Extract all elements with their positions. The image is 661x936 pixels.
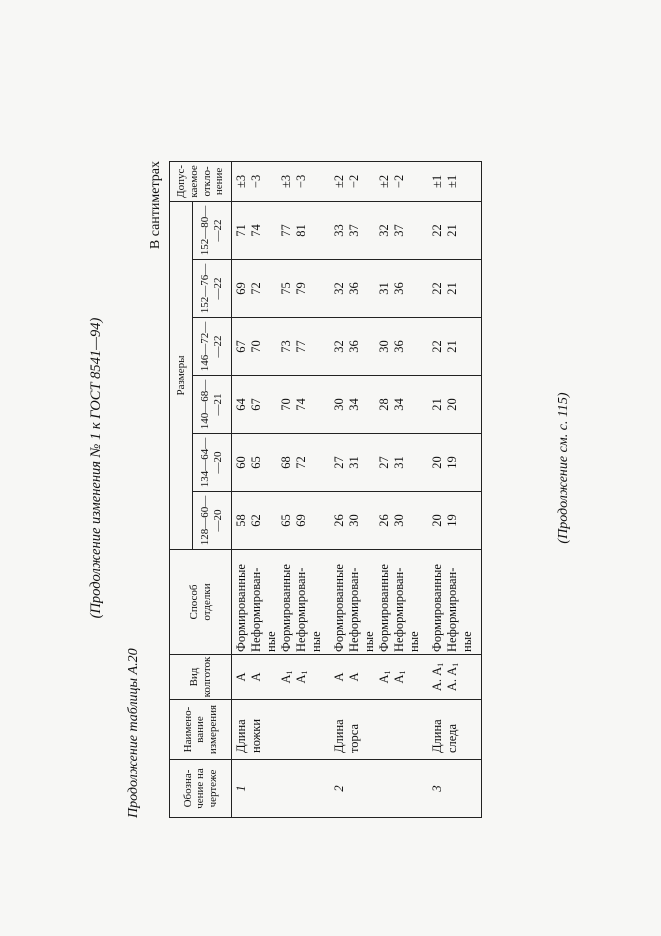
header-designation: Обозна- чение на чертеже [170,760,232,818]
tolerance-value: ±2 [377,174,391,188]
cell-tolerance [330,161,428,201]
cell-kind [232,655,331,700]
size-value: 69 [234,282,248,295]
method-line: ные [264,631,278,652]
cell-size-value [232,492,331,550]
size-value: 36 [347,282,361,295]
size-value: 21 [445,282,459,295]
size-value: 72 [249,282,263,295]
cell-kind [428,655,482,700]
header-size-col: 146—72— —22 [193,318,232,376]
size-value: 62 [249,514,263,527]
cell-tolerance [428,161,482,201]
size-value: 30 [332,398,346,411]
cell-size-value [428,201,482,259]
kind-value: $А_1$ [392,670,407,684]
method-line: Формированные [332,564,346,652]
size-value: 74 [249,224,263,237]
cell-size-value [428,376,482,434]
size-value: 19 [445,514,459,527]
header-tolerance: Допус- каемое откло- нение [170,161,232,201]
size-value: 77 [279,224,293,237]
kind-value: $А_1$ [294,670,309,684]
tolerance-value: ±2 [332,174,346,188]
size-value: 22 [430,282,444,295]
size-value: 36 [392,282,406,295]
header-size-col: 152—80— —22 [193,201,232,259]
size-value: 34 [392,398,406,411]
name-line: следа [445,723,459,753]
method-line: Формированные [377,564,391,652]
method-line: Формированные [430,564,444,652]
size-value: 64 [234,398,248,411]
cell-size-value [232,376,331,434]
header-method: Способ отделки [170,550,232,655]
size-value: 32 [332,340,346,353]
size-value: 67 [249,398,263,411]
cell-size-value [428,492,482,550]
method-line: Неформирован- [294,567,308,652]
size-value: 73 [279,340,293,353]
method-line: Неформирован- [347,567,361,652]
size-value: 21 [430,398,444,411]
size-value: 20 [430,514,444,527]
size-value: 60 [234,456,248,469]
size-value: 28 [377,398,391,411]
cell-size-value [330,376,428,434]
size-value: 26 [377,514,391,527]
cell-tolerance [232,161,331,201]
cell-name [330,700,428,760]
kind-value: А. $А_1$ [430,662,445,692]
kind-value: А [249,672,263,682]
tolerance-value: ±3 [234,174,248,188]
size-value: 32 [332,282,346,295]
cell-size-value [232,201,331,259]
cell-size-value [428,260,482,318]
cell-size-value [330,260,428,318]
size-value: 70 [249,340,263,353]
method-line: ные [460,631,474,652]
tolerance-value: −2 [347,174,361,189]
size-value: 30 [347,514,361,527]
cell-size-value [330,434,428,492]
cell-name [232,700,331,760]
tolerance-value: −3 [294,174,308,189]
size-value: 27 [377,456,391,469]
cell-size-value [232,260,331,318]
cell-size-value [428,434,482,492]
name-line: ножки [249,718,263,753]
method-line: Формированные [234,564,248,652]
size-value: 65 [279,514,293,527]
size-value: 69 [294,514,308,527]
size-value: 77 [294,340,308,353]
size-value: 22 [430,224,444,237]
size-value: 32 [377,224,391,237]
method-line: ные [407,631,421,652]
method-line: Формированные [279,564,293,652]
cell-size-value [428,318,482,376]
method-line: ные [362,631,376,652]
size-value: 74 [294,398,308,411]
size-value: 67 [234,340,248,353]
size-value: 34 [347,398,361,411]
table-row [428,161,482,817]
header-size-col: 134—64— —20 [193,434,232,492]
kind-value: $А_1$ [377,670,392,684]
kind-value: А [332,672,346,682]
tolerance-value: −2 [392,174,406,189]
kind-value: А [347,672,361,682]
cell-size-value [330,492,428,550]
size-value: 31 [377,282,391,295]
size-value: 19 [445,456,459,469]
size-value: 22 [430,340,444,353]
name-line: Длина [332,719,346,753]
cell-name [428,700,482,760]
cell-kind [330,655,428,700]
table-row [330,161,428,817]
cell-size-value [232,318,331,376]
continuation-note: (Продолжение см. с. 115) [556,392,571,544]
size-value: 72 [294,456,308,469]
name-line: Длина [234,719,248,753]
cell-method [428,550,482,655]
method-line: Неформирован- [445,567,459,652]
cell-designation: 3 [428,760,482,818]
header-name: Наимено- вание измерения [170,700,232,760]
header-kind: Вид колготок [170,655,232,700]
size-table [169,161,482,818]
size-value: 20 [430,456,444,469]
size-value: 37 [392,224,406,237]
size-value: 21 [445,224,459,237]
units-label: В сантиметрах [148,161,163,250]
tolerance-value: ±3 [279,174,293,188]
size-value: 71 [234,224,248,237]
header-size-col: 140—68— —21 [193,376,232,434]
size-value: 20 [445,398,459,411]
size-value: 31 [392,456,406,469]
size-value: 75 [279,282,293,295]
size-value: 31 [347,456,361,469]
size-value: 33 [332,224,346,237]
kind-value: А [234,672,248,682]
size-value: 37 [347,224,361,237]
header-size-col: 152—76— —22 [193,260,232,318]
kind-value: $А_1$ [279,670,294,684]
size-value: 36 [392,340,406,353]
cell-size-value [232,434,331,492]
header-sizes: Размеры [170,201,193,549]
size-value: 27 [332,456,346,469]
tolerance-value: ±1 [430,174,444,188]
cell-method [330,550,428,655]
size-value: 30 [392,514,406,527]
name-line: торса [347,723,361,753]
table-caption: Продолжение таблицы А.20 [126,648,141,818]
name-line: Длина [430,719,444,753]
cell-size-value [330,318,428,376]
cell-method [232,550,331,655]
size-value: 26 [332,514,346,527]
tolerance-value: −3 [249,174,263,189]
header-size-col: 128—60— —20 [193,492,232,550]
tolerance-value: ±1 [445,174,459,188]
method-line: ные [309,631,323,652]
method-line: Неформирован- [392,567,406,652]
cell-size-value [330,201,428,259]
size-value: 58 [234,514,248,527]
size-value: 68 [279,456,293,469]
size-value: 81 [294,224,308,237]
cell-designation: 2 [330,760,428,818]
size-value: 36 [347,340,361,353]
page-header: (Продолжение изменения № 1 к ГОСТ 8541—94) [88,317,104,619]
size-value: 79 [294,282,308,295]
size-value: 65 [249,456,263,469]
size-value: 70 [279,398,293,411]
size-value: 30 [377,340,391,353]
size-value: 21 [445,340,459,353]
method-line: Неформирован- [249,567,263,652]
table-row [232,161,331,817]
kind-value: А. $А_1$ [445,662,460,692]
cell-designation: 1 [232,760,331,818]
